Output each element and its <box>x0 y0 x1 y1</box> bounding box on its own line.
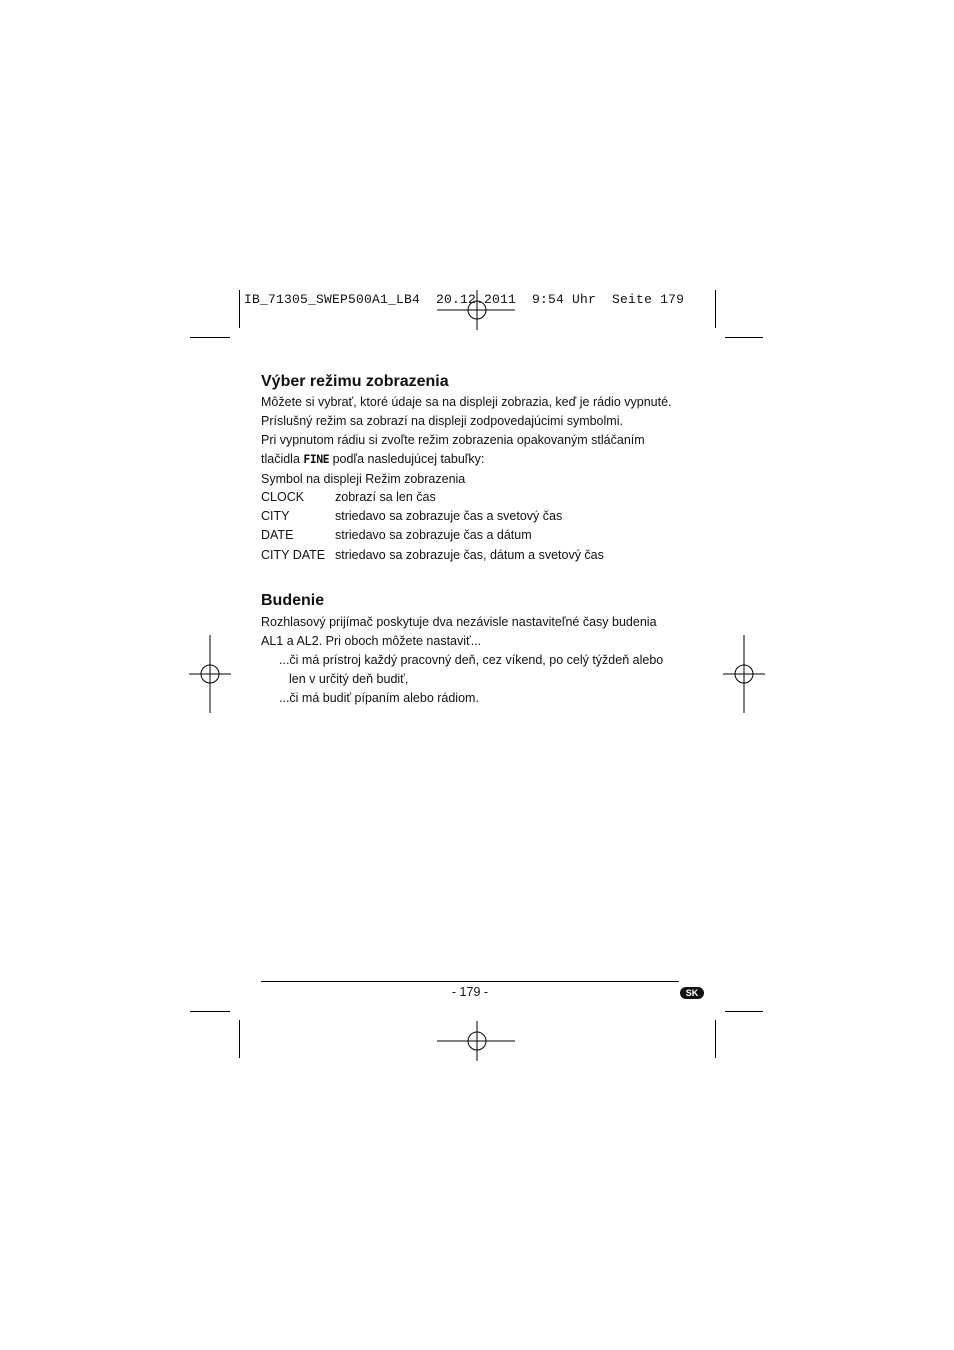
display-mode: striedavo sa zobrazuje čas a dátum <box>335 528 532 542</box>
alarm-2-label: AL2 <box>296 634 319 648</box>
display-symbol: CITY <box>261 509 290 523</box>
paragraph-text: podľa nasledujúcej tabuľky: <box>329 452 485 466</box>
table-header: Symbol na displeji Režim zobrazenia <box>261 472 466 486</box>
print-slug: IB_71305_SWEP500A1_LB4 20.12.2011 9:54 Uhr Seite 179 <box>244 292 685 307</box>
paragraph-line: Príslušný režim sa zobrazí na displeji zodpovedajúcimi symbolmi. <box>261 414 623 428</box>
alarm-1-label: AL1 <box>261 634 284 648</box>
bullet-item-continuation: len v určitý deň budiť, <box>289 672 409 686</box>
registration-mark-bottom <box>437 1021 517 1061</box>
table-row <box>261 548 681 566</box>
display-symbol: CLOCK <box>261 490 305 504</box>
paragraph-line <box>261 450 484 469</box>
paragraph-text: tlačidla <box>261 452 304 466</box>
language-badge: SK <box>680 987 704 999</box>
paragraph-text: . Pri oboch môžete nastaviť... <box>318 634 482 648</box>
section-title-display-mode: Výber režimu zobrazenia <box>261 373 449 390</box>
paragraph-line: Rozhlasový prijímač poskytuje dva nezávisle nastaviteľné časy budenia <box>261 615 657 629</box>
paragraph-line: Môžete si vybrať, ktoré údaje sa na displeji zobrazia, keď je rádio vypnuté. <box>261 395 672 409</box>
display-mode: striedavo sa zobrazuje čas, dátum a svetový čas <box>335 548 604 562</box>
page-number: - 179 - <box>451 985 489 999</box>
table-row <box>261 490 681 508</box>
table-row <box>261 509 681 527</box>
paragraph-line <box>261 632 481 651</box>
bullet-item: ...či má prístroj každý pracovný deň, cez víkend, po celý týždeň alebo <box>279 653 664 667</box>
footer-rule <box>261 981 679 982</box>
table-row <box>261 528 681 546</box>
section-title-alarm: Budenie <box>261 592 325 609</box>
registration-mark-right <box>723 635 765 713</box>
display-mode: striedavo sa zobrazuje čas a svetový čas <box>335 509 563 523</box>
paragraph-line: Pri vypnutom rádiu si zvoľte režim zobrazenia opakovaným stláčaním <box>261 433 645 447</box>
fine-button-label: FINE <box>303 452 330 466</box>
paragraph-text: a <box>283 634 297 648</box>
display-symbol: CITY DATE <box>261 548 326 562</box>
bullet-item: ...či má budiť pípaním alebo rádiom. <box>279 691 479 705</box>
display-symbol: DATE <box>261 528 294 542</box>
display-mode: zobrazí sa len čas <box>335 490 436 504</box>
registration-mark-left <box>189 635 231 713</box>
